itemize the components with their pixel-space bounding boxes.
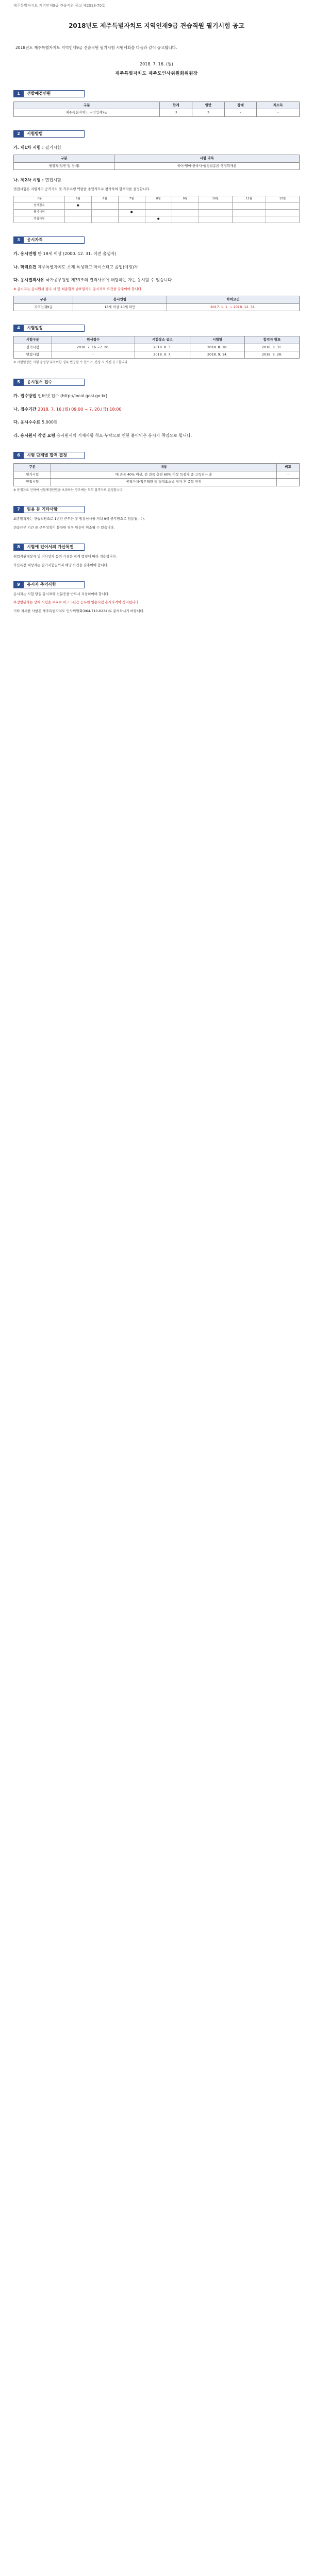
grid-cell xyxy=(266,216,299,223)
table-cell: 2018. 8. 18. xyxy=(190,344,245,351)
grid-cell xyxy=(199,203,232,210)
value: 만 18세 이상 (2000. 12. 31. 이전 출생자) xyxy=(38,251,117,257)
value: 인터넷 접수 (http://local.gosi.go.kr) xyxy=(38,394,108,399)
section-3-header xyxy=(13,236,300,244)
section-number: 9 xyxy=(13,581,24,588)
section-title: 시험방법 xyxy=(24,130,85,138)
table-header: 구분 xyxy=(14,296,73,303)
table-header: 내용 xyxy=(51,464,277,471)
schedule-grid xyxy=(13,196,300,223)
application-fee xyxy=(13,419,300,426)
subjects-table xyxy=(13,155,300,170)
eligibility-age xyxy=(13,251,300,257)
application-period xyxy=(13,406,300,413)
table-cell: 매 과목 40% 이상, 전 과목 총점 60% 이상 득점자 중 고득점자 순 xyxy=(51,471,277,478)
table-cell: 3 xyxy=(192,109,225,116)
table-row xyxy=(14,351,300,358)
grid-cell xyxy=(172,210,199,216)
announcement-date: 2018. 7. 16. (월) xyxy=(140,62,173,67)
table-cell: 제주특별자치도 지역인재9급 xyxy=(14,109,160,116)
document-title: 2018년도 제주특별자치도 지역인재9급 견습직원 필기시험 공고 xyxy=(69,22,244,29)
grid-cell xyxy=(232,203,266,210)
grid-header: 11월 xyxy=(232,196,266,203)
label: 가. 제1차 시험 : xyxy=(13,145,44,150)
section-title: 선발예정인원 xyxy=(24,90,85,97)
table-cell: 2017. 1. 1. ~ 2018. 12. 31. xyxy=(167,303,299,311)
section-5-header xyxy=(13,379,300,386)
value: 제주특별자치도 소재 특성화고·마이스터고 졸업(예정)자 xyxy=(38,264,138,269)
application-guide xyxy=(13,433,300,439)
table-cell: 필기시험 xyxy=(14,471,51,478)
table-cell: 면접시험 xyxy=(14,479,51,486)
table-row xyxy=(14,479,300,486)
bonus-paragraph: 취업지원대상자 및 의사상자 등의 가점은 관계 법령에 따라 적용합니다. xyxy=(13,554,117,559)
grid-cell xyxy=(64,210,91,216)
section-title: 시험일정 xyxy=(24,325,85,332)
section-title: 시험에 있어서의 가산특전 xyxy=(24,544,85,551)
label: 가. 접수방법 xyxy=(13,394,37,399)
grid-cell xyxy=(91,210,118,216)
grid-cell xyxy=(172,216,199,223)
value: 국가공무원법 제33조의 결격사유에 해당하는 자는 응시할 수 없습니다. xyxy=(45,278,173,283)
table-cell: 2018. 9. 7. xyxy=(135,351,190,358)
section-6-header xyxy=(13,452,300,459)
exam-schedule-table xyxy=(13,336,300,359)
table-cell: 2018. 9. 14. xyxy=(190,351,245,358)
grid-header: 구분 xyxy=(14,196,65,203)
table-header: 저소득 xyxy=(257,101,300,109)
section-number: 8 xyxy=(13,544,24,551)
eligibility-education xyxy=(13,264,300,270)
section-number: 7 xyxy=(13,506,24,513)
table-header: 시험일 xyxy=(190,336,245,344)
table-header: 응시연령 xyxy=(73,296,167,303)
grid-row xyxy=(14,203,300,210)
table-header: 시험 과목 xyxy=(114,155,300,162)
table-cell: 2018. 7. 16.~7. 20. xyxy=(52,344,135,351)
caution-paragraph: 응시자는 시험 당일 응시표와 신분증을 반드시 지참하여야 합니다. xyxy=(13,591,110,596)
table-header: 구분 xyxy=(14,464,51,471)
running-head: 제주특별자치도 지역인재9급 견습직원 공고 제2018-70호 xyxy=(13,4,105,8)
grid-cell xyxy=(64,216,91,223)
table-header: 시험장소 공고 xyxy=(135,336,190,344)
bonus-paragraph: 가산특전 대상자는 필기시험일까지 해당 요건을 갖추어야 합니다. xyxy=(13,563,108,567)
grid-cell: ● xyxy=(145,216,172,223)
passing-note: ※ 동점자로 인하여 선발예정인원을 초과하는 경우에는 모두 합격자로 결정합니다. xyxy=(13,488,124,492)
grid-cell xyxy=(232,216,266,223)
table-header: 일반 xyxy=(192,101,225,109)
label: 다. 응시수수료 xyxy=(13,420,41,425)
section-1-header xyxy=(13,90,300,97)
grid-cell xyxy=(91,203,118,210)
table-header: 학력요건 xyxy=(167,296,299,303)
section-4-header xyxy=(13,325,300,332)
grid-cell xyxy=(266,203,299,210)
label: 라. 응시원서 작성 요령 xyxy=(13,433,55,438)
grid-header: 12월 xyxy=(266,196,299,203)
section-title: 응시자격 xyxy=(24,236,85,244)
application-method xyxy=(13,393,300,399)
eligibility-table xyxy=(13,296,300,311)
table-header: 구분 xyxy=(14,101,160,109)
label: 나. 제2차 시험 : xyxy=(13,178,44,183)
eligibility-warning: ※ 응시자는 응시원서 접수 시 및 최종합격 발표일까지 응시자격 요건을 갖추어야 합니다. xyxy=(13,286,143,291)
label: 나. 접수기간 xyxy=(13,406,37,412)
value: 면접시험 xyxy=(45,178,61,183)
section-title: 응시자 주의사항 xyxy=(24,581,85,588)
grid-cell xyxy=(145,203,172,210)
section-title: 응시원서 접수 xyxy=(24,379,85,386)
grid-header: 6월 xyxy=(91,196,118,203)
table-cell: - xyxy=(224,109,257,116)
grid-cell: ● xyxy=(118,210,145,216)
table-cell: 지역인재9급 xyxy=(14,303,73,311)
table-header: 시험구분 xyxy=(14,336,52,344)
grid-cell xyxy=(232,210,266,216)
table-cell: 국어·영어·한국사·행정법총론·행정학개론 xyxy=(114,162,300,170)
section-title: 시험 단계별 합격 결정 xyxy=(24,452,85,459)
section-8-header xyxy=(13,544,300,551)
grid-cell: 원서접수 xyxy=(14,203,65,210)
grid-cell xyxy=(145,210,172,216)
table-header: 장애 xyxy=(224,101,257,109)
table-cell: - xyxy=(52,351,135,358)
table-cell: 18세 이상 40세 미만 xyxy=(73,303,167,311)
table-cell: 면접시험 xyxy=(14,351,52,358)
grid-cell xyxy=(118,203,145,210)
value: 2018. 7. 16.(월) 09:00 ~ 7. 20.(금) 18:00 xyxy=(38,406,122,412)
table-row xyxy=(14,162,300,170)
grid-cell xyxy=(172,203,199,210)
grid-cell: ● xyxy=(64,203,91,210)
grid-cell xyxy=(266,210,299,216)
table-cell: 공직가치·직무역량 등 평정요소별 평가 후 종합 판정 xyxy=(51,479,277,486)
exam-first-stage xyxy=(13,145,300,151)
table-header: 비고 xyxy=(276,464,299,471)
grid-row xyxy=(14,210,300,216)
caution-paragraph: 부정행위자는 당해 시험을 무효로 하고 5년간 공무원 임용시험 응시자격이 정지됩니다. xyxy=(13,600,140,605)
table-cell: 2018. 9. 28. xyxy=(245,351,300,358)
caution-paragraph: 기타 자세한 사항은 제주특별자치도 인사위원회(064-710-6234)로 문의하시기 바랍니다. xyxy=(13,608,144,613)
issuer: 제주특별자치도 제주도인사위원회위원장 xyxy=(115,71,198,76)
table-cell: - xyxy=(276,479,299,486)
label: 가. 응시연령 xyxy=(13,251,37,257)
section-number: 6 xyxy=(13,452,24,459)
grid-cell: 면접시험 xyxy=(14,216,65,223)
table-cell: 행정직(일반 및 장애) xyxy=(14,162,114,170)
grid-header: 8월 xyxy=(145,196,172,203)
grid-cell xyxy=(199,210,232,216)
grid-header: 5월 xyxy=(64,196,91,203)
grid-cell: 필기시험 xyxy=(14,210,65,216)
section-7-header xyxy=(13,506,300,513)
misc-paragraph: 최종합격자는 견습직원으로 1년간 근무한 후 임용심사를 거쳐 9급 공무원으로 임용됩니다. xyxy=(13,517,145,521)
section-9-header xyxy=(13,581,300,588)
table-cell: - xyxy=(257,109,300,116)
passing-table xyxy=(13,463,300,486)
second-stage-note: 면접시험은 지원자의 공직가치 및 직무수행 역량을 종합적으로 평가하여 합격자를 결정합니다. xyxy=(13,187,151,191)
label: 나. 학력요건 xyxy=(13,264,37,269)
table-row xyxy=(14,344,300,351)
label: 다. 응시결격사유 xyxy=(13,278,44,283)
recruit-table xyxy=(13,101,300,117)
table-header: 합계 xyxy=(160,101,192,109)
value: 응시원서의 기재사항 착오·누락으로 인한 불이익은 응시자 책임으로 합니다. xyxy=(56,433,192,438)
schedule-note: ※ 시험일정은 시험 운영상 부득이한 경우 변경될 수 있으며, 변경 시 사전 공고합니다. xyxy=(13,361,128,365)
intro-paragraph: 2018년도 제주특별자치도 지역인재9급 견습직원 필기시험 시행계획을 다음과 같이 공고합니다. xyxy=(15,45,177,50)
section-number: 5 xyxy=(13,379,24,386)
table-cell: 필기시험 xyxy=(14,344,52,351)
misc-paragraph: 견습근무 기간 중 근무성적이 불량한 경우 임용이 취소될 수 있습니다. xyxy=(13,525,115,530)
section-number: 4 xyxy=(13,325,24,332)
table-cell: 3 xyxy=(160,109,192,116)
table-row xyxy=(14,109,300,116)
grid-cell xyxy=(91,216,118,223)
value: 5,000원 xyxy=(42,420,58,425)
grid-row xyxy=(14,216,300,223)
section-2-header xyxy=(13,130,300,138)
table-cell: - xyxy=(276,471,299,478)
section-number: 2 xyxy=(13,130,24,138)
table-header: 원서접수 xyxy=(52,336,135,344)
eligibility-disqualification xyxy=(13,277,300,283)
table-row xyxy=(14,303,300,311)
grid-cell xyxy=(199,216,232,223)
grid-header: 9월 xyxy=(172,196,199,203)
exam-second-stage xyxy=(13,177,300,183)
table-header: 합격자 발표 xyxy=(245,336,300,344)
section-title: 임용 등 기타사항 xyxy=(24,506,85,513)
table-header: 구분 xyxy=(14,155,114,162)
section-number: 1 xyxy=(13,90,24,97)
grid-header: 7월 xyxy=(118,196,145,203)
table-cell: 2018. 8. 31. xyxy=(245,344,300,351)
grid-cell xyxy=(118,216,145,223)
section-number: 3 xyxy=(13,236,24,244)
table-row xyxy=(14,471,300,478)
value: 필기시험 xyxy=(45,145,61,150)
table-cell: 2018. 8. 3. xyxy=(135,344,190,351)
grid-header: 10월 xyxy=(199,196,232,203)
